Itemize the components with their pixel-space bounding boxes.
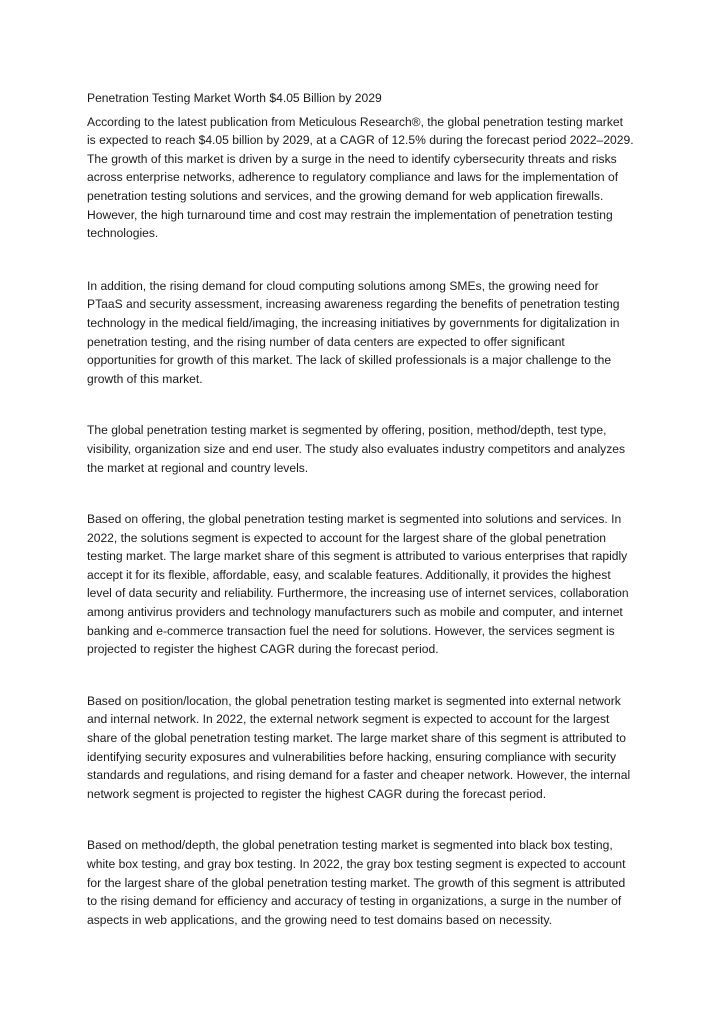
paragraph-opportunities: In addition, the rising demand for cloud computing solutions among SMEs, the growing need for PTaaS and security assessment, increasing awareness regarding the benefits of penetration testing technology in the medical field/imaging, the increasing initiatives by governments for digitalization in penetration testing, and the rising number of data centers are expected to offer significant opportunities for growth of this market. The lack of skilled professionals is a major challenge to the growth of this market. [87,278,620,386]
paragraph-offering: Based on offering, the global penetration testing market is segmented into solutions and services. In 2022, the solutions segment is expected to account for the largest share of the global penetration testing market. The large market share of this segment is attributed to various enterprises that rapidly accept it for its flexible, affordable, easy, and scalable features. Additionally, it provides the highest level of data security and reliability. Furthermore, the increasing use of internet services, collaboration among antivirus providers and technology manufacturers such as mobile and computer, and internet banking and e-commerce transaction fuel the need for solutions. However, the services segment is projected to register the highest CAGR during the forecast period. [87,512,629,657]
paragraph-method-depth: Based on method/depth, the global penetration testing market is segmented into black box testing, white box testing, and gray box testing. In 2022, the gray box testing segment is expected to account for the largest share of the global penetration testing market. The growth of this segment is attributed to the rising demand for efficiency and accuracy of testing in organizations, a surge in the number of aspects in web applications, and the growing need to test domains based on necessity. [87,838,626,927]
document-title: Penetration Testing Market Worth $4.05 Billion by 2029 [87,91,382,105]
paragraph-market-overview: According to the latest publication from Meticulous Research®, the global penetration testing market is expected to reach $4.05 billion by 2029, at a CAGR of 12.5% during the forecast period 2022–2029. The growth of this market is driven by a surge in the need to identify cybersecurity threats and risks across enterprise networks, adherence to regulatory compliance and laws for the implementation of penetration testing solutions and services, and the growing demand for web application firewalls. However, the high turnaround time and cost may restrain the implementation of penetration testing technologies. [87,114,634,241]
document-body [87,89,635,929]
paragraph-segmentation: The global penetration testing market is segmented by offering, position, method/depth, test type, visibility, organization size and end user. The study also evaluates industry competitors and analyzes the market at regional and country levels. [87,423,626,475]
paragraph-position: Based on position/location, the global penetration testing market is segmented into external network and internal network. In 2022, the external network segment is expected to account for the largest share of the global penetration testing market. The large market share of this segment is attributed to identifying security exposures and vulnerabilities before hacking, ensuring compliance with security standards and regulations, and rising demand for a faster and cheaper network. However, the internal network segment is projected to register the highest CAGR during the forecast period. [87,693,631,801]
